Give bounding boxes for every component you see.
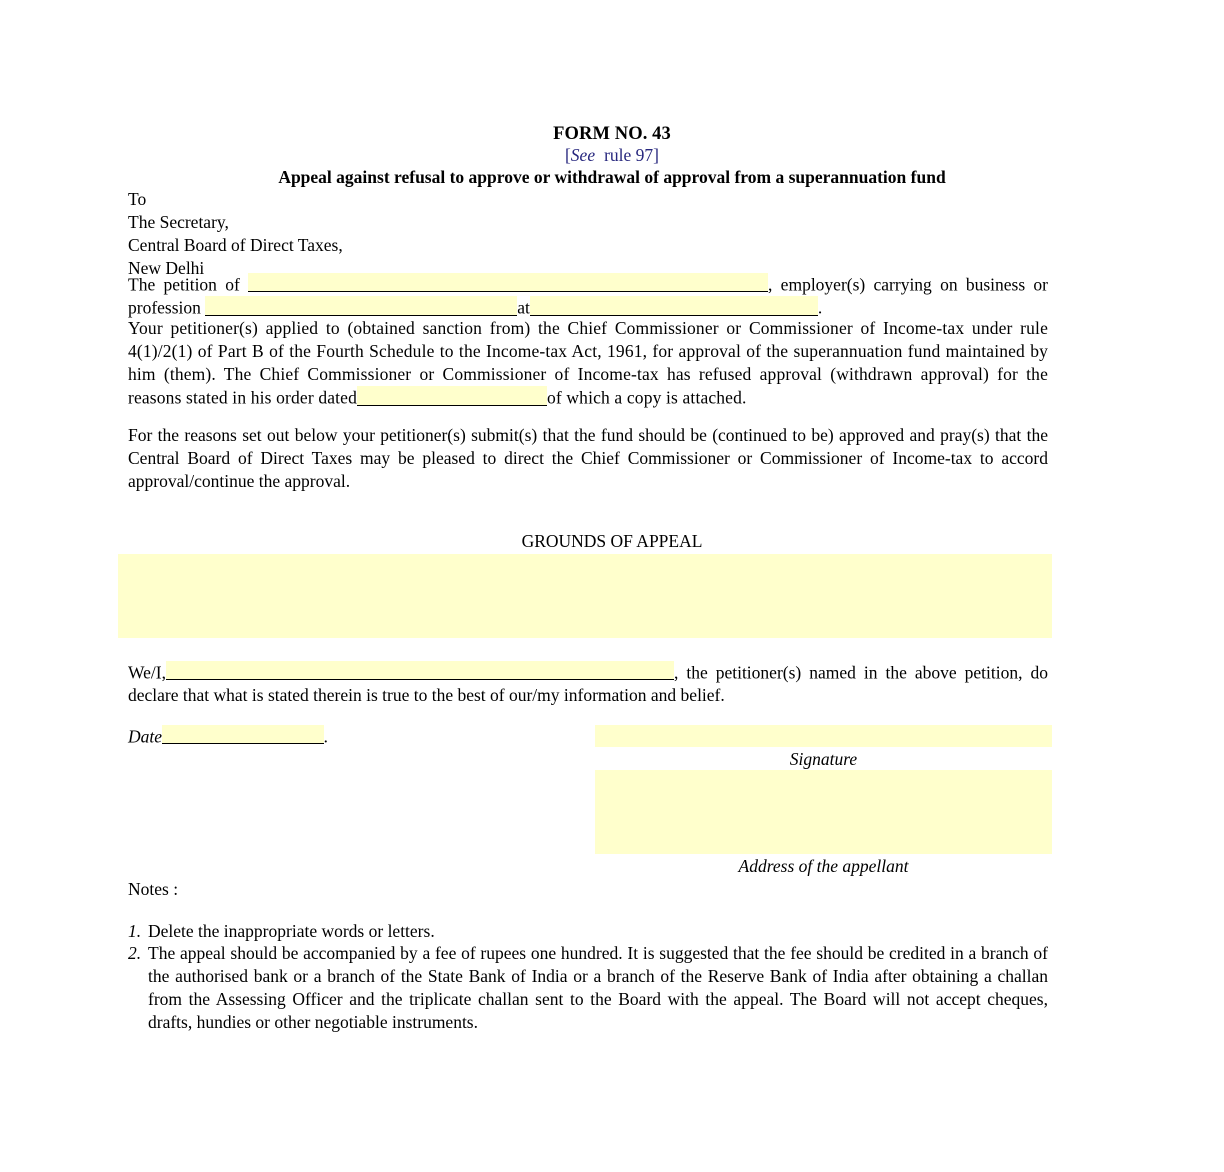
petition-lead-text: The petition of — [128, 274, 240, 295]
addressee-line-city: New Delhi — [128, 258, 205, 279]
petition-sentence — [128, 273, 1048, 320]
note-item — [128, 942, 1048, 1034]
applied-paragraph-part1: Your petitioner(s) applied to (obtained sanction from) the Chief Commissioner or Commissioner of Income-tax under rule 4(1)/2(1) of Part B of the Fourth Schedule to the Income-tax Act, 1961, for approval of the superannuation fund maintained by him (them). The Chief Commissioner or Commissioner of Income-tax has refused approval (withdrawn approval) for the reasons stated in his order dated — [128, 318, 1048, 408]
note-text: The appeal should be accompanied by a fee of rupees one hundred. It is suggested that the fee should be credited in a branch of the authorised bank or a branch of the State Bank of India or a branch of the Reserve Bank of India after obtaining a challan from the Assessing Officer and the triplicate challan sent to the Board with the appeal. The Board will not accept cheques, drafts, hundies or other negotiable instruments. — [148, 943, 1048, 1033]
date-field[interactable] — [162, 725, 324, 744]
date-label: Date — [128, 726, 163, 747]
declarant-name-field[interactable] — [166, 661, 674, 680]
petition-mid-text: , employer(s) carrying on business or profession — [128, 274, 1048, 318]
page-title: Appeal against refusal to approve or withdrawal of approval from a superannuation fund — [278, 167, 946, 187]
order-date-field[interactable] — [357, 386, 547, 405]
declaration-tail-text: , the petitioner(s) named in the above petition, do declare that what is stated therein is true to the best of our/my information and belief. — [128, 662, 1048, 706]
appellant-address-label: Address of the appellant — [738, 856, 909, 876]
signature-field[interactable] — [595, 725, 1052, 747]
notes-heading: Notes : — [128, 879, 179, 899]
addressee-line-board: Central Board of Direct Taxes, — [128, 235, 343, 256]
grounds-of-appeal-field[interactable] — [118, 554, 1052, 638]
signature-label: Signature — [789, 749, 858, 769]
grounds-of-appeal-heading: GROUNDS OF APPEAL — [521, 531, 703, 551]
petition-at-text: at — [517, 297, 530, 318]
form-number-heading: FORM NO. 43 — [553, 124, 671, 144]
appellant-address-field[interactable] — [595, 770, 1052, 854]
date-period: . — [324, 726, 329, 747]
note-item — [128, 920, 1048, 943]
note-text: Delete the inappropriate words or letters. — [148, 921, 435, 941]
addressee-line-to: To — [128, 189, 147, 209]
see-word: See — [570, 145, 596, 165]
declaration-lead-text: We/I, — [128, 662, 166, 683]
petitioner-name-field[interactable] — [248, 273, 768, 292]
applied-paragraph-part2: of which a copy is attached. — [546, 387, 747, 408]
petition-end-period: . — [817, 297, 823, 318]
addressee-block — [128, 188, 828, 280]
note-number: 1. — [128, 921, 142, 941]
rule-number: rule 97] — [604, 145, 660, 165]
addressee-line-secretary: The Secretary, — [128, 212, 229, 233]
declaration-sentence — [128, 661, 1048, 708]
date-line — [128, 725, 328, 748]
business-place-field[interactable] — [530, 296, 818, 315]
reasons-paragraph: For the reasons set out below your petitioner(s) submit(s) that the fund should be (continued to be) approved and pray(s) that the Central Board of Direct Taxes may be pleased to direct the Chief Commissioner or Commissioner of Income-tax to accord approval/continue the approval. — [128, 425, 1048, 492]
see-rule-reference — [0, 144, 1224, 167]
note-number: 2. — [128, 943, 142, 963]
profession-field[interactable] — [205, 296, 517, 315]
see-bracket-open: [ — [564, 145, 571, 165]
applied-paragraph — [128, 317, 1048, 410]
